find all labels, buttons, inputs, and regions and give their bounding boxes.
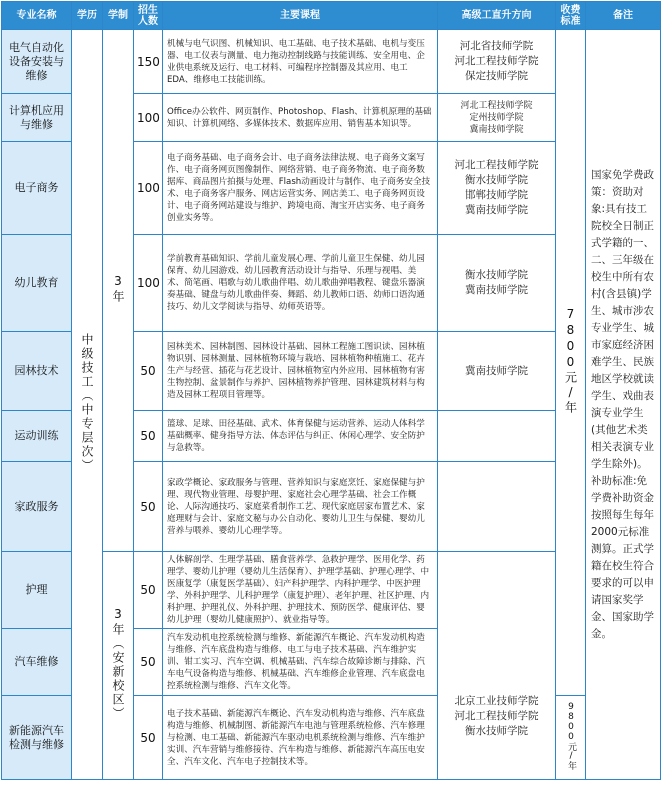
- fee-cell-anxin: [556, 696, 586, 780]
- courses-cell: 电子技术基础、新能源汽车概论、汽车发动机构造与维修、汽车底盘构造与维修、机械制图、新能源汽车电池与管理系统检修、汽车修理与检测、电工基础、新能源汽车驱动电机系统检测与维修、汽车维护实训、汽车营销与维修接待、汽车构造与维修、新能源汽车高压电安全、汽车文化、汽车电子控制技术等。: [163, 696, 438, 780]
- major-name: 电子商务: [2, 142, 72, 235]
- major-name: 运动训练: [2, 411, 72, 462]
- direction-school: 河北工程技师学院: [454, 55, 539, 67]
- years-text-anxin: 3年（安新校区）: [111, 607, 125, 721]
- years-cell-main: [103, 30, 134, 552]
- direction-school: 冀南技师学院: [465, 284, 528, 296]
- fee-cell-main: [556, 30, 586, 696]
- enrollment-count: 50: [134, 462, 163, 552]
- header-level: 学历: [72, 2, 103, 30]
- header-direction: 高级工直升方向: [438, 2, 556, 30]
- direction-school: 河北工程技师学院: [454, 159, 539, 171]
- level-text: 中级技工（中专层次）: [80, 333, 94, 473]
- enrollment-count: 50: [134, 411, 163, 462]
- direction-school: 冀南技师学院: [469, 124, 524, 135]
- major-name: 园林技术: [2, 332, 72, 411]
- policy-note: 国家免学费政策：资助对象:具有技工院校全日制正式学籍的一、二、三年级在校生中所有农村(含县镇)学生、城市涉农专业学生、城市家庭经济困难学生、民族地区学校就读学生、戏曲表演专业学生(其他艺术类相关表演专业学生除外)。补助标准:免学费补助资金按照每生每年2000元标准测算。正式学籍在校生符合要求的可以申请国家奖学金、国家助学金。: [586, 30, 661, 780]
- major-name: 护理: [2, 552, 72, 629]
- header-years: 学制: [103, 2, 134, 30]
- enrollment-count: 50: [134, 696, 163, 780]
- enrollment-count: 50: [134, 629, 163, 696]
- courses-cell: 学前教育基础知识、学前儿童发展心理、学前儿童卫生保健、幼儿园保育、幼儿园游戏、幼儿园教育活动设计与指导、乐理与视唱、美术、简笔画、唱歌与幼儿歌曲伴唱、幼儿歌曲弹唱教程、键盘乐器演奏基础、键盘与幼儿歌曲伴奏、舞蹈、幼儿教师口语、幼师口语沟通技巧、幼儿文学阅读与指导、幼师英语等。: [163, 235, 438, 332]
- level-cell: [72, 30, 103, 780]
- direction-cell: [438, 411, 556, 462]
- enrollment-count: 50: [134, 552, 163, 629]
- courses-cell: 机械与电气识图、机械知识、电工基础、电子技术基础、电机与变压器、电工仪表与测量、电力拖动控制线路与技能训练、安全用电、企业供电系统及运行、电工材料、可编程序控制器及其应用、电工EDA、维修电工技能训练。: [163, 30, 438, 94]
- direction-school: 冀南技师学院: [465, 364, 528, 377]
- table-row: [2, 30, 661, 94]
- direction-school: 冀南技师学院: [465, 204, 528, 216]
- courses-cell: 汽车发动机电控系统检测与维修、新能源汽车概论、汽车发动机构造与维修、汽车底盘构造与维修、电工与电子技术基础、汽车维护实训、钳工实习、汽车空调、机械基础、汽车综合故障诊断与排除、汽车电气设备构造与维修、机械基础、汽车维修企业管理、汽车底盘电控系统检测与维修、汽车文化等。: [163, 629, 438, 696]
- direction-school: 衡水技师学院: [465, 725, 528, 737]
- direction-school: 北京工业技师学院: [454, 695, 539, 707]
- courses-cell: 电子商务基础、电子商务会计、电子商务法律法规、电子商务文案写作、电子商务网页图像制作、网络营销、电子商务物流、电子商务数据库、商品图片拍摄与处理、Flash动画设计与制作、电子商务安全技术、电子商务客户服务、网店运营实务、网店美工、电子商务网页设计、电子商务网站建设与维护、跨境电商、淘宝开店实务、电子商务创业实务等。: [163, 142, 438, 235]
- years-cell-anxin: [103, 552, 134, 780]
- major-name: 新能源汽车检测与维修: [2, 696, 72, 780]
- major-name: 汽车维修: [2, 629, 72, 696]
- direction-cell: [438, 235, 556, 332]
- major-name: 家政服务: [2, 462, 72, 552]
- header-count: 招生人数: [134, 2, 163, 30]
- enrollment-count: 150: [134, 30, 163, 94]
- direction-school: 保定技师学院: [465, 70, 528, 82]
- enrollment-count: 100: [134, 142, 163, 235]
- direction-school: 定州技师学院: [469, 112, 524, 123]
- enrollment-count: 50: [134, 332, 163, 411]
- years-text-main: 3年: [111, 274, 125, 304]
- major-name: 计算机应用与维修: [2, 94, 72, 142]
- fee-text-anxin: 9800元/年: [566, 702, 576, 770]
- courses-cell: 篮球、足球、田径基础、武术、体育保健与运动营养、运动人体科学基础概率、健身指导方法、体态评估与纠正、休闲心理学、安全防护与急救等。: [163, 411, 438, 462]
- direction-cell: [438, 462, 556, 552]
- fee-text-main: 7800元/年: [563, 307, 578, 415]
- admissions-table: [1, 1, 661, 780]
- direction-school: 邯郸技师学院: [465, 189, 528, 201]
- direction-school: 衡水技师学院: [465, 174, 528, 186]
- header-row: [2, 2, 661, 30]
- courses-cell: 园林美术、园林制图、园林设计基础、园林工程施工图识读、园林植物识别、园林测量、园林植物环境与栽培、园林植物种植施工、花卉生产与经营、插花与花艺设计、园林植物室内外应用、园林植物有害生物控制、盆景制作与养护、园林植物养护管理、园林建筑材料与构造及园林工程项目管理等。: [163, 332, 438, 411]
- courses-cell: 人体解剖学、生理学基础、膳食营养学、急救护理学、医用化学、药理学、婴幼儿护理（婴幼儿生活保育）、护理学基础、护理心理学、中医康复学（康复医学基础）、妇产科护理学、内科护理学、中医护理学、外科护理学、儿科护理学（康复护理）、老年护理、社区护理、内科护理、护理礼仪、外科护理、护理技术、预防医学、健康评估、婴幼儿护理（婴幼儿健康照护）、就业指导等。: [163, 552, 438, 629]
- direction-school: 河北工程技师学院: [454, 710, 539, 722]
- direction-cell-anxin: [438, 552, 556, 780]
- direction-cell: [438, 30, 556, 94]
- enrollment-count: 100: [134, 235, 163, 332]
- direction-school: 河北工程技师学院: [460, 100, 533, 111]
- courses-cell: Office办公软件、网页制作、Photoshop、Flash、计算机原理的基础知识、计算机网络、多媒体技术、数据库应用、销售基本知识等。: [163, 94, 438, 142]
- header-note: 备注: [586, 2, 661, 30]
- major-name: 幼儿教育: [2, 235, 72, 332]
- direction-school: 河北省技师学院: [459, 40, 534, 52]
- enrollment-count: 100: [134, 94, 163, 142]
- direction-cell: [438, 332, 556, 411]
- major-name: 电气自动化设备安装与维修: [2, 30, 72, 94]
- courses-cell: 家政学概论、家政服务与管理、营养知识与家庭烹饪、家庭保健与护理、现代物业管理、母婴护理、家庭社会心理学基础、社会工作概论、人际沟通技巧、家庭菜肴制作工艺、现代家庭居家布置艺术、家庭理财与会计、家庭文秘与办公自动化、婴幼儿卫生与保健、婴幼儿营养与喂养、婴幼儿心理学等。: [163, 462, 438, 552]
- header-fee: 收费标准: [556, 2, 586, 30]
- header-courses: 主要课程: [163, 2, 438, 30]
- direction-school: 衡水技师学院: [465, 269, 528, 281]
- header-major: 专业名称: [2, 2, 72, 30]
- direction-cell: [438, 94, 556, 142]
- direction-cell: [438, 142, 556, 235]
